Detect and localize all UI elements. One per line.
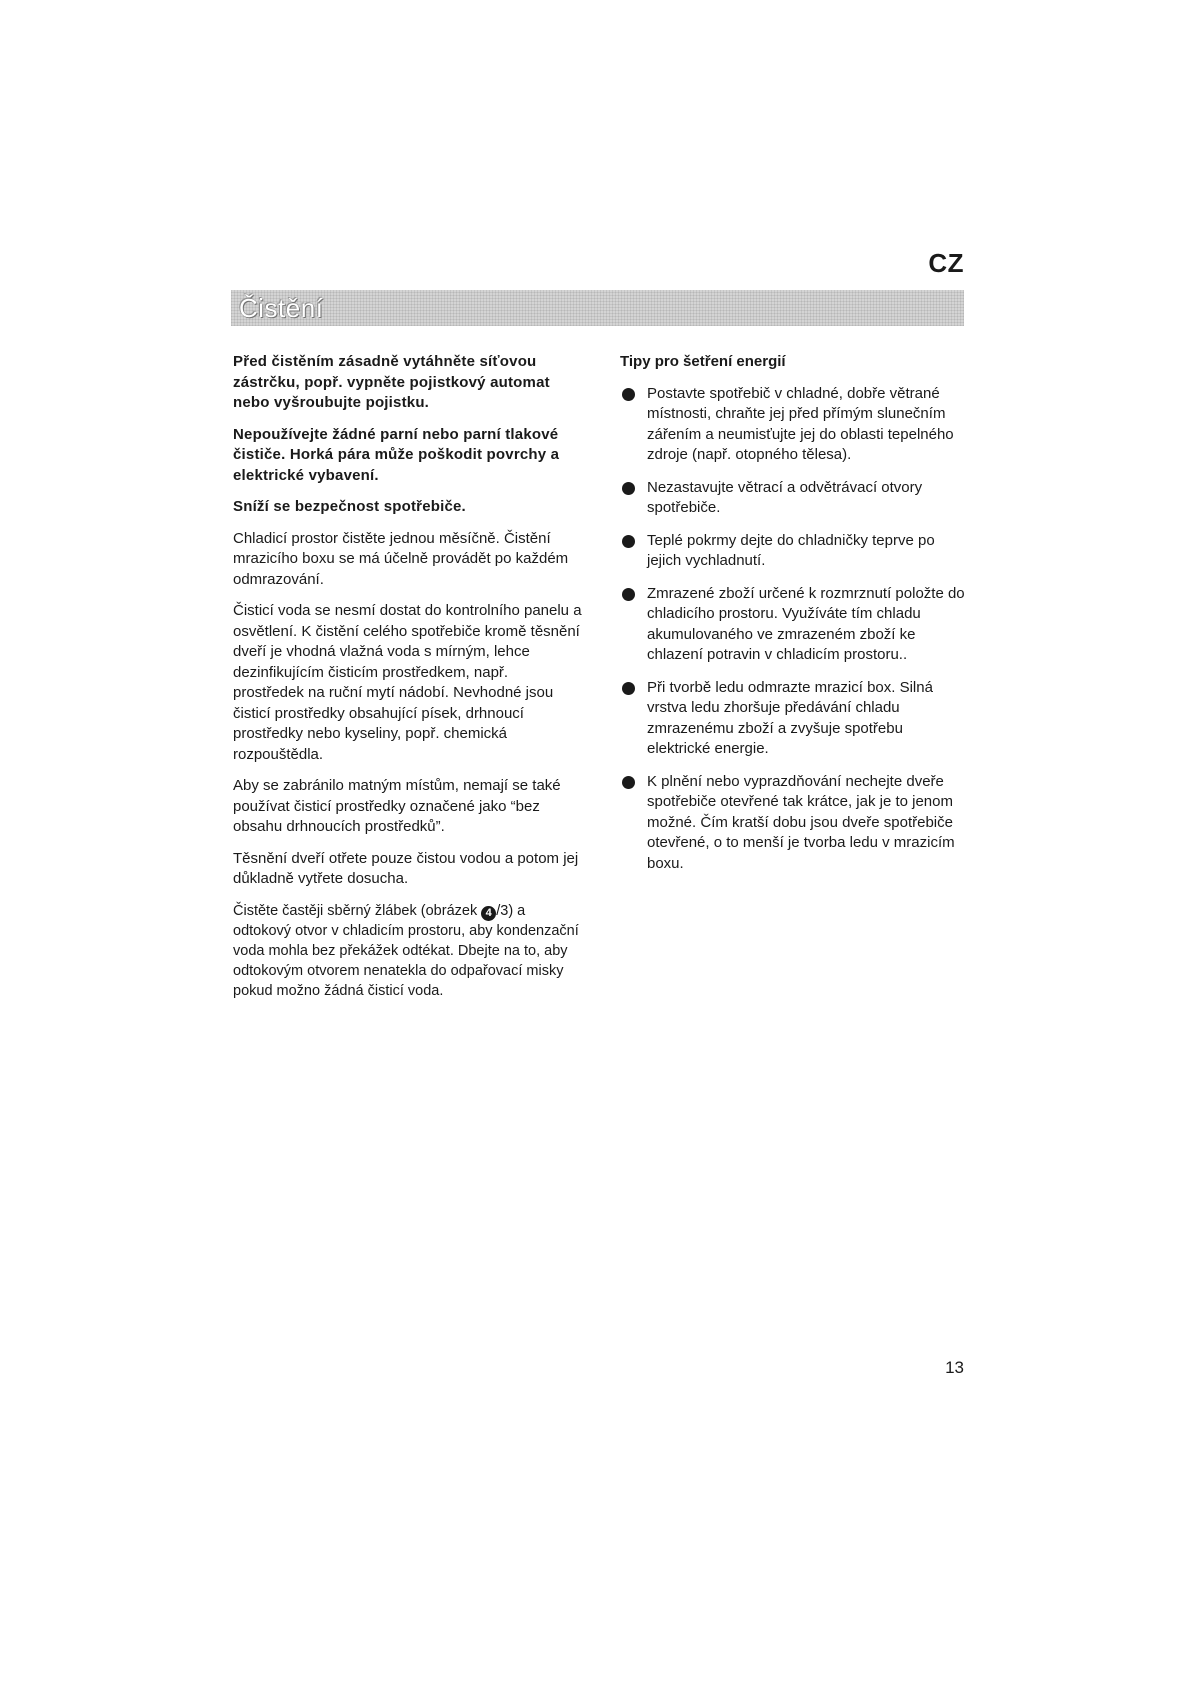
tip-text: Při tvorbě ledu odmrazte mrazicí box. Silná vrstva ledu zhoršuje předávání chladu zmrazenému zboží a zvyšuje spotřebu elektrické energie. — [647, 678, 933, 757]
paragraph-matte-spots: Aby se zabránilo matným místům, nemají se také používat čisticí prostředky označené jako “bez obsahu drhnoucích prostředků”. — [233, 777, 561, 835]
paragraph-cleaning-water: Čisticí voda se nesmí dostat do kontrolního panelu a osvětlení. K čistění celého spotřebiče kromě těsnění dveří je vhodná vlažná voda s mírným, lehce dezinfikujícím čisticím prostředkem, např. prostředek na ruční mytí nádobí. Nevhodné jsou čisticí prostředky obsahující písek, drhnoucí prostředky nebo kyseliny, popř. chemická rozpouštědla. — [233, 602, 582, 763]
list-item — [620, 384, 965, 466]
section-title: Čistění — [239, 293, 324, 323]
bullet-icon — [622, 482, 635, 495]
tip-text: Teplé pokrmy dejte do chladničky teprve po jejich vychladnutí. — [647, 531, 935, 569]
drain-text-start: Čistěte častěji sběrný žlábek (obrázek — [233, 902, 478, 919]
tips-heading: Tipy pro šetření energií — [620, 353, 786, 370]
left-column — [233, 352, 583, 1001]
bullet-icon — [622, 535, 635, 548]
section-title-bar — [231, 290, 964, 326]
paragraph-drain-channel — [233, 901, 583, 1001]
figure-reference-icon: 4 — [481, 906, 496, 921]
tip-text: K plnění nebo vyprazdňování nechejte dveře spotřebiče otevřené tak krátce, jak je to jenom možné. Čím kratší dobu jsou dveře spotřebiče otevřené, o to menší je tvorba ledu v mrazicím boxu. — [647, 772, 955, 872]
tip-text: Nezastavujte větrací a odvětrávací otvory spotřebiče. — [647, 478, 923, 516]
list-item — [620, 584, 965, 666]
warning-safety: Sníží se bezpečnost spotřebiče. — [233, 498, 466, 515]
bullet-icon — [622, 588, 635, 601]
tips-list — [620, 384, 965, 875]
tip-text: Zmrazené zboží určené k rozmrznutí položte do chladicího prostoru. Využíváte tím chladu akumulovaného ve zmrazeném zboží ke chlazení potravin v chladicím prostoru.. — [647, 584, 965, 663]
page-number: 13 — [945, 1358, 964, 1377]
list-item — [620, 478, 965, 519]
paragraph-cleaning-interval: Chladicí prostor čistěte jednou měsíčně. Čistění mrazicího boxu se má účelně provádět po každém odmrazování. — [233, 529, 569, 588]
bullet-icon — [622, 776, 635, 789]
right-column — [620, 352, 965, 886]
paragraph-door-seal: Těsnění dveří otřete pouze čistou vodou a potom jej důkladně vytřete dosucha. — [233, 849, 579, 887]
list-item — [620, 531, 965, 572]
warning-unplug: Před čistěním zásadně vytáhněte síťovou zástrčku, popř. vypněte pojistkový automat nebo vyšroubujte pojistku. — [233, 353, 550, 411]
list-item — [620, 772, 965, 875]
drain-text-end: /3) a odtokový otvor v chladicím prostoru, aby kondenzační voda mohla bez překážek odtékat. Dbejte na to, aby odtokovým otvorem nenatekla do odpařovací misky pokud možno žádná čisticí voda. — [233, 902, 579, 999]
language-code: CZ — [928, 248, 964, 278]
list-item — [620, 678, 965, 760]
bullet-icon — [622, 388, 635, 401]
tip-text: Postavte spotřebič v chladné, dobře větrané místnosti, chraňte jej před přímým slunečním zářením a neumisťujte jej do oblasti tepelného zdroje (např. otopného tělesa). — [647, 384, 954, 463]
warning-steam-cleaner: Nepoužívejte žádné parní nebo parní tlakové čističe. Horká pára může poškodit povrchy a elektrické vybavení. — [233, 425, 560, 484]
bullet-icon — [622, 682, 635, 695]
